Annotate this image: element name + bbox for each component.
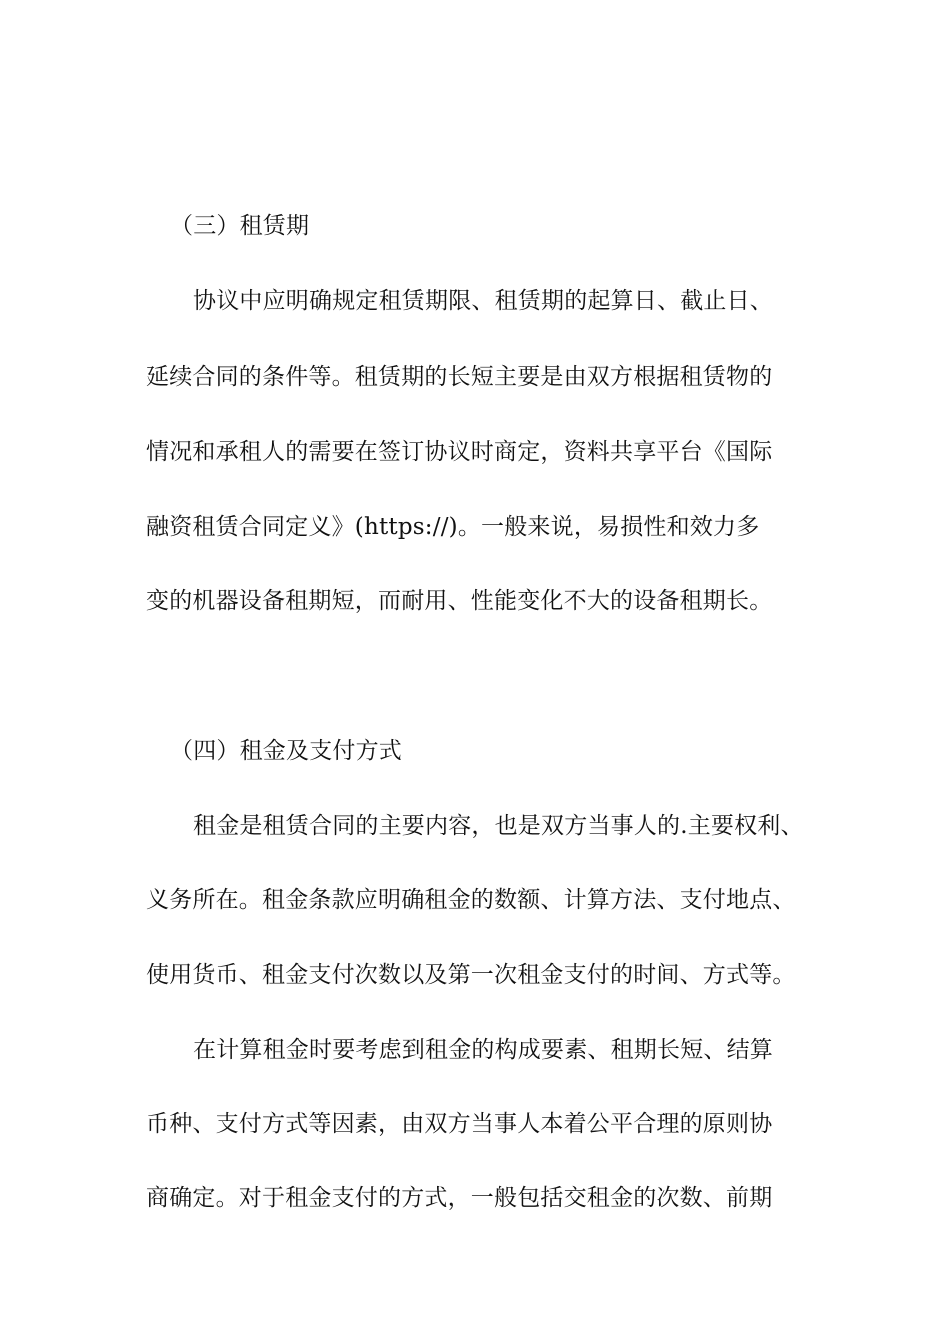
paragraph-line: 在计算租金时要考虑到租金的构成要素、租期长短、结算 — [193, 1037, 773, 1063]
paragraph-line: 融资租赁合同定义》(https://)。一般来说，易损性和效力多 — [146, 514, 760, 540]
paragraph-line: 使用货币、租金支付次数以及第一次租金支付的时间、方式等。 — [146, 962, 796, 988]
paragraph-line: 协议中应明确规定租赁期限、租赁期的起算日、截止日、 — [193, 288, 773, 314]
paragraph-line: 商确定。对于租金支付的方式，一般包括交租金的次数、前期 — [146, 1185, 773, 1211]
section-heading-rent-payment: （四）租金及支付方式 — [170, 738, 402, 764]
paragraph-line: 延续合同的条件等。租赁期的长短主要是由双方根据租赁物的 — [146, 364, 773, 390]
paragraph-line: 情况和承租人的需要在签订协议时商定，资料共享平台《国际 — [146, 439, 773, 465]
section-heading-lease-term: （三）租赁期 — [170, 213, 310, 239]
paragraph-line: 变的机器设备租期短，而耐用、性能变化不大的设备租期长。 — [146, 588, 773, 614]
paragraph-line: 币种、支付方式等因素，由双方当事人本着公平合理的原则协 — [146, 1111, 773, 1137]
paragraph-line: 义务所在。租金条款应明确租金的数额、计算方法、支付地点、 — [146, 887, 796, 913]
paragraph-line: 租金是租赁合同的主要内容，也是双方当事人的.主要权利、 — [193, 813, 804, 839]
